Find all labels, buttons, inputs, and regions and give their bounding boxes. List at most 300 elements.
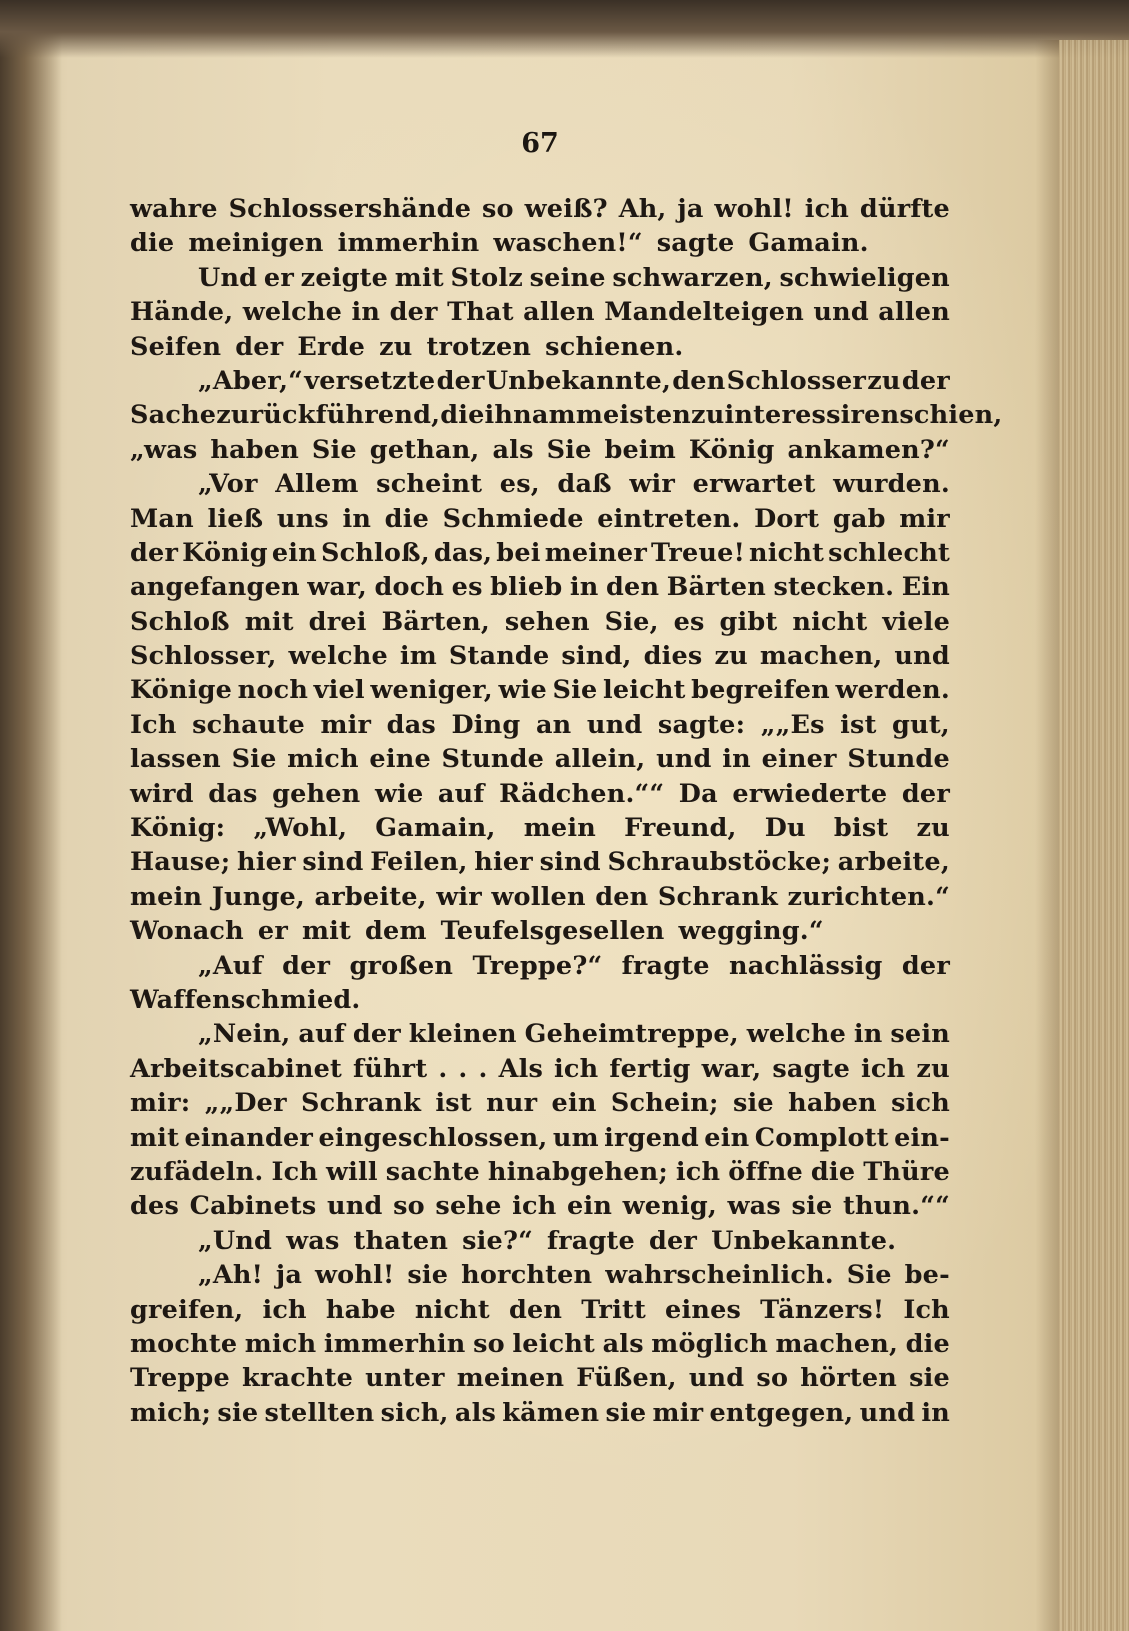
word: das bbox=[386, 709, 436, 740]
word: die bbox=[810, 1156, 856, 1187]
word: gab bbox=[832, 503, 886, 534]
word: am bbox=[531, 400, 576, 431]
word: und bbox=[894, 641, 950, 672]
word: wenig, bbox=[622, 1191, 717, 1222]
word: sie?“ bbox=[462, 1225, 533, 1256]
word: er bbox=[263, 262, 294, 293]
word: was bbox=[727, 1191, 781, 1222]
word: haben bbox=[788, 1088, 877, 1119]
word: Ich bbox=[271, 1156, 319, 1187]
word: es bbox=[451, 572, 483, 603]
word: nicht bbox=[414, 1294, 490, 1325]
word: Treppe bbox=[130, 1363, 230, 1394]
text-line bbox=[130, 192, 950, 226]
word: daß bbox=[557, 469, 612, 500]
word: Cabinets bbox=[189, 1191, 317, 1222]
word: viele bbox=[882, 606, 950, 637]
word: die bbox=[130, 228, 175, 259]
word: doch bbox=[374, 572, 445, 603]
word: Feilen, bbox=[370, 847, 468, 878]
word: wollen bbox=[491, 881, 586, 912]
word: Man bbox=[130, 503, 194, 534]
word: stecken. bbox=[773, 572, 895, 603]
word: eine bbox=[369, 744, 431, 775]
word: machen, bbox=[759, 641, 883, 672]
word: er bbox=[257, 916, 288, 947]
word: . bbox=[478, 1053, 488, 1084]
word: so bbox=[393, 1191, 425, 1222]
word: und bbox=[586, 709, 643, 740]
word: der bbox=[352, 1019, 401, 1050]
word: Schrank bbox=[657, 881, 778, 912]
word: ein bbox=[704, 1122, 750, 1153]
word: stellten bbox=[264, 1397, 375, 1428]
word: wir bbox=[436, 881, 482, 912]
word: den bbox=[672, 365, 726, 396]
word: . bbox=[458, 1053, 468, 1084]
word: Complott bbox=[754, 1122, 889, 1153]
text-line bbox=[130, 226, 950, 260]
word: Junge, bbox=[211, 881, 306, 912]
word: der bbox=[282, 950, 331, 981]
word: das, bbox=[433, 537, 493, 568]
word: ein- bbox=[894, 1122, 950, 1153]
word: schienen. bbox=[545, 331, 684, 362]
word: die bbox=[384, 503, 430, 534]
word: sie bbox=[217, 1397, 259, 1428]
word: nur bbox=[486, 1088, 538, 1119]
word: Schmiede bbox=[442, 503, 584, 534]
word: eines bbox=[665, 1294, 742, 1325]
text-line bbox=[130, 845, 950, 879]
word: hinabgehen; bbox=[487, 1156, 668, 1187]
word: der bbox=[389, 297, 438, 328]
word: dem bbox=[365, 916, 427, 947]
word: zu bbox=[714, 641, 748, 672]
word: Waffenschmied. bbox=[130, 984, 361, 1015]
text-line bbox=[130, 570, 950, 604]
word: und bbox=[859, 1397, 916, 1428]
word: ich bbox=[512, 1191, 557, 1222]
word: großen bbox=[349, 950, 454, 981]
word: mir bbox=[652, 1397, 704, 1428]
word: wahrscheinlich. bbox=[605, 1260, 834, 1291]
word: wir bbox=[629, 469, 676, 500]
word: den bbox=[508, 1294, 563, 1325]
word: thun.““ bbox=[842, 1191, 950, 1222]
word: sich bbox=[891, 1088, 950, 1119]
word: sich, bbox=[380, 1397, 449, 1428]
word: Rädchen.““ bbox=[499, 778, 665, 809]
word: krachte bbox=[241, 1363, 354, 1394]
word: des bbox=[130, 1191, 180, 1222]
text-line bbox=[130, 949, 950, 983]
word: machen, bbox=[775, 1328, 899, 1359]
word: Bärten bbox=[666, 572, 766, 603]
word: öffne bbox=[728, 1156, 803, 1187]
word: Ich bbox=[903, 1294, 950, 1325]
word: hörten bbox=[800, 1363, 898, 1394]
word: wie bbox=[374, 778, 424, 809]
word: Teufelsgesellen bbox=[440, 916, 665, 947]
text-line bbox=[130, 330, 950, 364]
word: schlecht bbox=[828, 537, 950, 568]
word: „Ah! bbox=[198, 1260, 263, 1291]
word: will bbox=[326, 1156, 378, 1187]
word: ihn bbox=[484, 400, 532, 431]
word: leicht bbox=[602, 675, 686, 706]
word: uns bbox=[276, 503, 329, 534]
word: welche bbox=[242, 297, 343, 328]
word: mein bbox=[523, 813, 596, 844]
word: es bbox=[673, 606, 705, 637]
word: wegging.“ bbox=[678, 916, 824, 947]
word: wohl! bbox=[714, 194, 794, 224]
word: der bbox=[901, 778, 950, 809]
word: immerhin bbox=[323, 1328, 466, 1359]
body-text bbox=[130, 192, 1003, 1430]
word: gethan, bbox=[369, 434, 480, 465]
word: . bbox=[438, 1053, 448, 1084]
word: einander bbox=[184, 1122, 314, 1153]
word: Und bbox=[198, 262, 258, 293]
text-line bbox=[130, 1258, 950, 1292]
word: in bbox=[342, 503, 372, 534]
word: eintreten. bbox=[597, 503, 741, 534]
word: zu bbox=[916, 813, 950, 844]
word: entgegen, bbox=[709, 1397, 854, 1428]
word: welche bbox=[746, 1019, 847, 1050]
word: als bbox=[492, 434, 534, 465]
text-line bbox=[130, 639, 950, 673]
word: noch bbox=[237, 675, 309, 706]
word: ein bbox=[271, 537, 317, 568]
word: zeigte bbox=[300, 262, 389, 293]
text-line bbox=[130, 811, 950, 845]
word: bist bbox=[833, 813, 889, 844]
word: die bbox=[440, 400, 485, 431]
word: sie bbox=[791, 1191, 833, 1222]
word: sind, bbox=[561, 641, 632, 672]
word: Stande bbox=[448, 641, 550, 672]
word: meinigen bbox=[188, 228, 324, 259]
word: wohl! bbox=[315, 1260, 395, 1291]
word: hier bbox=[474, 847, 533, 878]
word: einer bbox=[761, 744, 837, 775]
word: angefangen bbox=[130, 572, 300, 603]
word: „„Der bbox=[204, 1088, 287, 1119]
word: Sie bbox=[546, 434, 592, 465]
word: und bbox=[813, 297, 869, 328]
word: kleinen bbox=[408, 1019, 517, 1050]
word: der bbox=[436, 365, 485, 396]
word: interessiren bbox=[724, 400, 900, 431]
word: Bärten, bbox=[381, 606, 490, 637]
word: ich bbox=[262, 1294, 307, 1325]
text-line bbox=[130, 1155, 950, 1189]
word: Da bbox=[678, 778, 718, 809]
text-line bbox=[130, 398, 1003, 432]
word: zurichten.“ bbox=[787, 881, 950, 912]
word: werden. bbox=[835, 675, 950, 706]
word: auf bbox=[437, 778, 485, 809]
text-line bbox=[130, 777, 950, 811]
word: Ah, bbox=[618, 194, 667, 224]
word: und bbox=[656, 744, 712, 775]
word: ja bbox=[677, 194, 704, 224]
word: meisten bbox=[575, 400, 692, 431]
word: Treue! bbox=[651, 537, 745, 568]
word: weniger, bbox=[370, 675, 493, 706]
word: Schloß bbox=[130, 606, 230, 637]
word: viel bbox=[313, 675, 365, 706]
word: sind bbox=[302, 847, 364, 878]
word: nicht bbox=[792, 606, 868, 637]
word: Füßen, bbox=[576, 1363, 677, 1394]
word: mich bbox=[287, 744, 359, 775]
word: ja bbox=[275, 1260, 303, 1291]
text-line bbox=[130, 914, 950, 948]
word: Hause; bbox=[130, 847, 231, 878]
word: immerhin bbox=[337, 228, 480, 259]
word: lassen bbox=[130, 744, 221, 775]
word: „was bbox=[130, 434, 198, 465]
word: seine bbox=[529, 262, 606, 293]
word: „„Es bbox=[760, 709, 825, 740]
word: in bbox=[853, 1019, 883, 1050]
word: erwiederte bbox=[732, 778, 888, 809]
word: be- bbox=[904, 1260, 950, 1291]
word: Sie, bbox=[604, 606, 659, 637]
word: König bbox=[688, 434, 775, 465]
word: Geheimtreppe, bbox=[524, 1019, 739, 1050]
word: Schein; bbox=[610, 1088, 719, 1119]
word: Schraubstöcke; bbox=[607, 847, 832, 878]
word: Tänzers! bbox=[760, 1294, 885, 1325]
word: so bbox=[473, 1328, 505, 1359]
text-line bbox=[130, 673, 950, 707]
word: sehen bbox=[504, 606, 590, 637]
word: der bbox=[901, 365, 950, 396]
word: „Nein, bbox=[198, 1019, 291, 1050]
word: Gamain. bbox=[748, 228, 869, 259]
word: ein bbox=[551, 1088, 597, 1119]
word: sie bbox=[909, 1363, 950, 1394]
word: arbeite, bbox=[314, 881, 427, 912]
word: Unbekannte. bbox=[711, 1225, 897, 1256]
word: als bbox=[602, 1328, 644, 1359]
word: thaten bbox=[353, 1225, 449, 1256]
word: leicht bbox=[512, 1328, 596, 1359]
word: zu bbox=[916, 1053, 950, 1084]
word: so bbox=[482, 194, 514, 224]
word: sie bbox=[605, 1397, 647, 1428]
word: Sie bbox=[552, 675, 598, 706]
word: wahre bbox=[130, 194, 218, 224]
page-stack-edge bbox=[1059, 40, 1129, 1631]
text-line bbox=[130, 295, 950, 329]
page-spine-shadow bbox=[0, 0, 62, 1631]
text-line bbox=[130, 1293, 950, 1327]
word: ich bbox=[675, 1156, 721, 1187]
word: mir bbox=[899, 503, 950, 534]
word: das bbox=[208, 778, 258, 809]
text-line bbox=[130, 536, 950, 570]
text-line bbox=[130, 1017, 950, 1051]
word: Unbekannte, bbox=[485, 365, 672, 396]
word: gut, bbox=[892, 709, 950, 740]
word: schien, bbox=[899, 400, 1003, 431]
word: zu bbox=[691, 400, 725, 431]
text-line bbox=[130, 502, 950, 536]
word: Schlosser bbox=[726, 365, 867, 396]
word: scheint bbox=[376, 469, 483, 500]
word: den bbox=[606, 572, 660, 603]
word: sagte bbox=[772, 1053, 851, 1084]
word: führt bbox=[353, 1053, 428, 1084]
word: ich bbox=[861, 1053, 906, 1084]
text-line bbox=[130, 1052, 950, 1086]
word: Als bbox=[498, 1053, 544, 1084]
word: nicht bbox=[749, 537, 825, 568]
word: Sie bbox=[231, 744, 277, 775]
word: fertig bbox=[609, 1053, 691, 1084]
word: fragte bbox=[547, 1225, 635, 1256]
word: den bbox=[595, 881, 649, 912]
word: als bbox=[454, 1397, 497, 1428]
word: ließ bbox=[207, 503, 264, 534]
word: um bbox=[552, 1122, 599, 1153]
word: sagte bbox=[656, 228, 735, 259]
word: Wonach bbox=[130, 916, 244, 947]
word: auf bbox=[298, 1019, 345, 1050]
word: mich bbox=[244, 1328, 317, 1359]
word: möglich bbox=[651, 1328, 768, 1359]
word: Tritt bbox=[581, 1294, 646, 1325]
word: bei bbox=[496, 537, 541, 568]
word: mich; bbox=[130, 1397, 212, 1428]
word: mir bbox=[320, 709, 372, 740]
text-line bbox=[130, 605, 950, 639]
page-top-edge bbox=[0, 0, 1129, 58]
word: Du bbox=[764, 813, 806, 844]
word: allen bbox=[523, 297, 595, 328]
text-line bbox=[130, 364, 950, 398]
word: „Und bbox=[198, 1225, 273, 1256]
word: ich bbox=[804, 194, 850, 224]
word: „Wohl, bbox=[253, 813, 348, 844]
text-line bbox=[130, 1086, 950, 1120]
text-line bbox=[130, 708, 950, 742]
word: ich bbox=[554, 1053, 599, 1084]
word: sachte bbox=[385, 1156, 480, 1187]
word: und bbox=[688, 1363, 745, 1394]
word: Treppe?“ bbox=[472, 950, 603, 981]
word: gehen bbox=[272, 778, 361, 809]
word: arbeite, bbox=[837, 847, 950, 878]
word: ist bbox=[840, 709, 877, 740]
word: es, bbox=[499, 469, 540, 500]
word: eingeschlossen, bbox=[318, 1122, 548, 1153]
word: an bbox=[535, 709, 572, 740]
word: ein bbox=[567, 1191, 613, 1222]
word: Erde bbox=[297, 331, 366, 362]
word: Stunde bbox=[847, 744, 950, 775]
word: schwieligen bbox=[779, 262, 950, 293]
text-line bbox=[130, 1224, 950, 1258]
word: „Aber,“ bbox=[198, 365, 304, 396]
word: kämen bbox=[502, 1397, 600, 1428]
word: mir: bbox=[130, 1088, 191, 1119]
word: Hände, bbox=[130, 297, 234, 328]
word: in bbox=[921, 1397, 950, 1428]
word: Gamain, bbox=[375, 813, 496, 844]
word: unter bbox=[365, 1363, 445, 1394]
word: meinen bbox=[456, 1363, 565, 1394]
word: Dort bbox=[754, 503, 820, 534]
word: fragte bbox=[621, 950, 710, 981]
word: begreifen bbox=[691, 675, 830, 706]
word: zu bbox=[379, 331, 413, 362]
page-number: 67 bbox=[521, 128, 559, 159]
word: mit bbox=[244, 606, 294, 637]
word: gibt bbox=[719, 606, 778, 637]
word: so bbox=[756, 1363, 789, 1394]
word: dürfte bbox=[859, 194, 950, 224]
word: haben bbox=[210, 434, 299, 465]
word: der bbox=[130, 537, 179, 568]
word: Stolz bbox=[450, 262, 523, 293]
text-line bbox=[130, 1327, 950, 1361]
word: drei bbox=[308, 606, 367, 637]
word: Allem bbox=[275, 469, 359, 500]
word: Arbeitscabinet bbox=[130, 1053, 343, 1084]
word: König: bbox=[130, 813, 226, 844]
text-line bbox=[130, 1361, 950, 1395]
word: habe bbox=[325, 1294, 396, 1325]
word: im bbox=[399, 641, 437, 672]
word: Thüre bbox=[863, 1156, 950, 1187]
word: der bbox=[901, 950, 950, 981]
word: beim bbox=[604, 434, 676, 465]
word: ist bbox=[435, 1088, 472, 1119]
word: versetzte bbox=[304, 365, 436, 396]
word: schwarzen, bbox=[612, 262, 773, 293]
word: sie bbox=[407, 1260, 449, 1291]
text-line bbox=[130, 742, 950, 776]
word: Sie bbox=[846, 1260, 892, 1291]
word: mit bbox=[130, 1122, 180, 1153]
word: Ein bbox=[901, 572, 950, 603]
word: That bbox=[447, 297, 514, 328]
word: Schloß, bbox=[320, 537, 430, 568]
word: zu bbox=[867, 365, 901, 396]
word: weiß? bbox=[524, 194, 608, 224]
page-right-shadow bbox=[1035, 40, 1059, 1631]
word: wurden. bbox=[833, 469, 950, 500]
word: mit bbox=[301, 916, 352, 947]
word: irgend bbox=[604, 1122, 699, 1153]
word: die bbox=[905, 1328, 950, 1359]
word: Sache bbox=[130, 400, 217, 431]
word: zufädeln. bbox=[130, 1156, 264, 1187]
text-line bbox=[130, 1121, 950, 1155]
word: allein, bbox=[554, 744, 646, 775]
word: nachlässig bbox=[728, 950, 883, 981]
text-line bbox=[130, 1396, 950, 1430]
word: „Auf bbox=[198, 950, 263, 981]
word: in bbox=[722, 744, 751, 775]
